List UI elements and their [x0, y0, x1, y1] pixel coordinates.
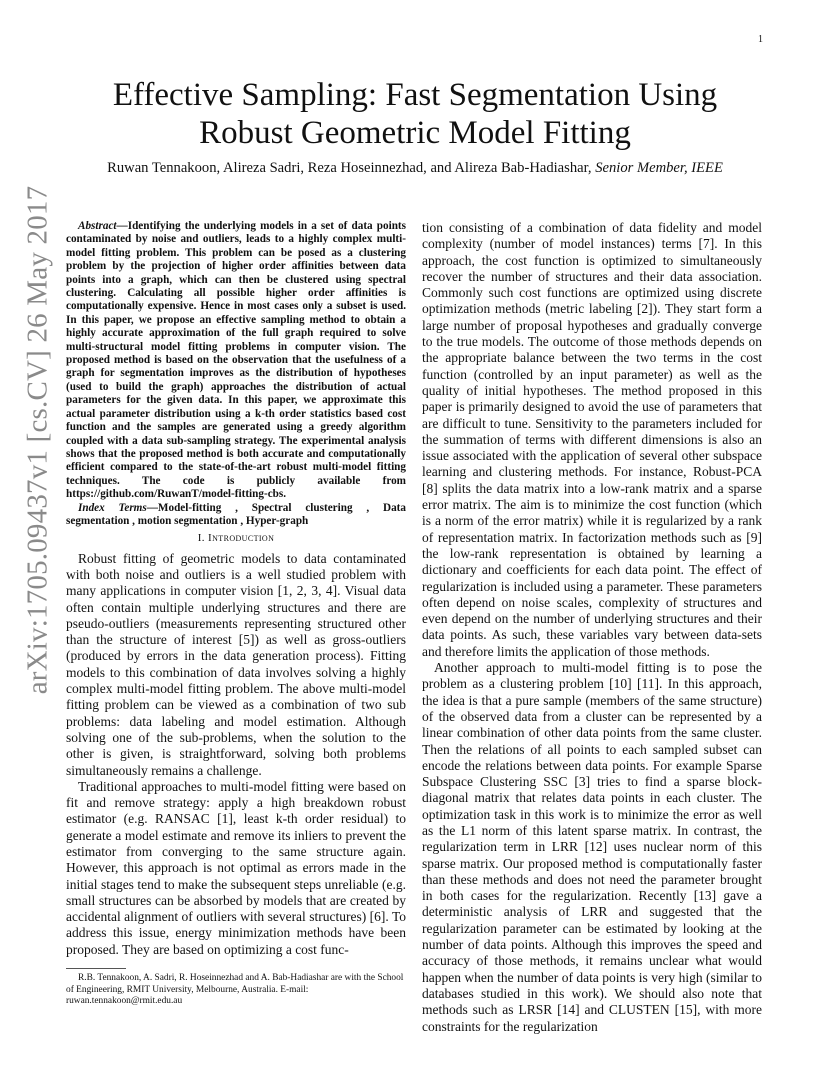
authors-names: Ruwan Tennakoon, Alireza Sadri, Reza Hoseinnezhad, and Alireza Bab-Hadiashar, [107, 160, 592, 176]
paper-title [70, 76, 760, 152]
abstract-text: —Identifying the underlying models in a set of data points contaminated by noise and outliers, leads to a highly complex multi-model fitting problem. This problem can be posed as a clustering problem by the projection of higher order affinities between data points into a graph, which can then be clustered using spectral clustering. Calculating all possible higher order affinities is computationally expensive. Hence in most cases only a subset is used. In this paper, we propose an effective sampling method to obtain a highly accurate approximation of the full graph required to solve multi-structural model fitting problems in computer vision. The proposed method is based on the observation that the usefulness of a graph for segmentation improves as the distribution of hypotheses (used to build the graph) approaches the distribution of actual parameters for the given data. In this paper, we approximate this actual parameter distribution using a k-th order statistics based cost function and the samples are generated using a greedy algorithm coupled with a data sub-sampling strategy. The experimental analysis shows that the proposed method is both accurate and computationally efficient compared to the state-of-the-art robust multi-model fitting techniques. The code is publicly available from https://github.com/RuwanT/model-fitting-cbs. [66, 220, 406, 501]
index-terms [66, 502, 406, 529]
arxiv-stamp: arXiv:1705.09437v1 [cs.CV] 26 May 2017 [21, 185, 54, 695]
abstract [66, 220, 406, 502]
title-line-1: Effective Sampling: Fast Segmentation Using [112, 77, 718, 113]
intro-paragraph-3: tion consisting of a combination of data fidelity and model complexity (number of model instances) terms [7]. In this approach, the cost function is optimized to simultaneously recover the number of structures and their data association. Commonly such cost functions are optimized using discrete optimization methods (metric labeling [2]). They start form a large number of proposal hypotheses and gradually converge to the true models. The outcome of those methods depends on the appropriate balance between the two terms in the cost function (controlled by an input parameter) as well as the quality of initial hypotheses. The method proposed in this paper is primarily designed to avoid the use of parameters that are difficult to tune. Sensitivity to the parameters included for the summation of terms with different dimensions is also an issue associated with the application of several other subspace learning and clustering methods. For instance, Robust-PCA [8] splits the data matrix into a low-rank matrix and a sparse error matrix. The aim is to minimize the cost function (which is a norm of the error matrix) while it is regularized by a rank of representation matrix. In factorization methods such as [9] the low-rank representation is obtained by learning a dictionary and coefficients for each data point. The effect of regularization is included using a parameter. These parameters often depend on noise scales, complexity of structures and even depend on the number of underlying structures and their data points. As such, these variables vary between data-sets and therefore limits the application of those methods. [422, 220, 762, 659]
section-heading: I. Introduction [197, 532, 275, 545]
index-terms-label: Index Terms [78, 501, 147, 514]
author-role: Senior Member, IEEE [595, 160, 723, 176]
author-list [70, 160, 760, 177]
intro-paragraph-4: Another approach to multi-model fitting is to pose the problem as a clustering problem [10] [11]. In this approach, the idea is that a pure sample (members of the same structure) of the observed data from a cluster can be represented by a linear combination of other data points from the same cluster. Then the relations of all points to each sampled subset can encode the relations between data points. For example Sparse Subspace Clustering SSC [3] tries to find a sparse block-diagonal matrix that relates data points in each cluster. The optimization task in this work is to minimize the error as well as the L1 norm of this latent sparse matrix. In contrast, the regularization term in LRR [12] uses nuclear norm of this sparse matrix. Our proposed method is computationally faster than these methods and does not need the parameter brought in both cases for the regularization. Recently [13] gave a deterministic analysis of LRR and suggested that the regularization parameter can be estimated by looking at the number of data points. Although this improves the speed and accuracy of those methods, it remains unclear what would happen when the number of data points is very high (similar to databases studied in this work). We should also note that methods such as LRSR [14] and CLUSTEN [15], with more constraints for the regularization [422, 660, 762, 1034]
page-number: 1 [758, 34, 763, 45]
title-line-2: Robust Geometric Model Fitting [199, 115, 631, 151]
footnote-divider [66, 968, 126, 969]
right-column [422, 220, 762, 1035]
index-terms-text: —Model-fitting , Spectral clustering , Data segmentation , motion segmentation , Hyper-graph [66, 501, 406, 527]
abstract-label: Abstract [78, 220, 117, 232]
intro-paragraph-1: Robust fitting of geometric models to data contaminated with both noise and outliers is a well studied problem with many applications in computer vision [1, 2, 3, 4]. Visual data often contain multiple underlying structures and there are pseudo-outliers (measurements representing structured other than the structure of interest [5]) as well as gross-outliers (produced by errors in the data generation process). Fitting models to this combination of data involves solving a highly complex multi-model fitting problem. The above multi-model fitting problem can be viewed as a combination of two sub problems: data labeling and model estimation. Although solving one of the sub-problems, when the solution to the other is given, is straightforward, solving both problems simultaneously remains a challenge. [66, 550, 406, 778]
left-column [66, 220, 406, 1008]
footnote: R.B. Tennakoon, A. Sadri, R. Hoseinnezhad and A. Bab-Hadiashar are with the School of Engineering, RMIT University, Melbourne, Australia. E-mail: ruwan.tennakoon@rmit.edu.au [66, 973, 404, 1007]
intro-paragraph-2: Traditional approaches to multi-model fitting were based on fit and remove strategy: apply a high breakdown robust estimator (e.g. RANSAC [1], least k-th order residual) to generate a model estimate and remove its inliers to prevent the estimator from converging to the same structure again. However, this approach is not optimal as errors made in the initial stages tend to make the subsequent steps unreliable (e.g. small structures can be absorbed by models that are created by accidental alignment of outliers with several structures) [6]. To address this issue, energy minimization methods have been proposed. They are based on optimizing a cost func- [66, 778, 406, 957]
